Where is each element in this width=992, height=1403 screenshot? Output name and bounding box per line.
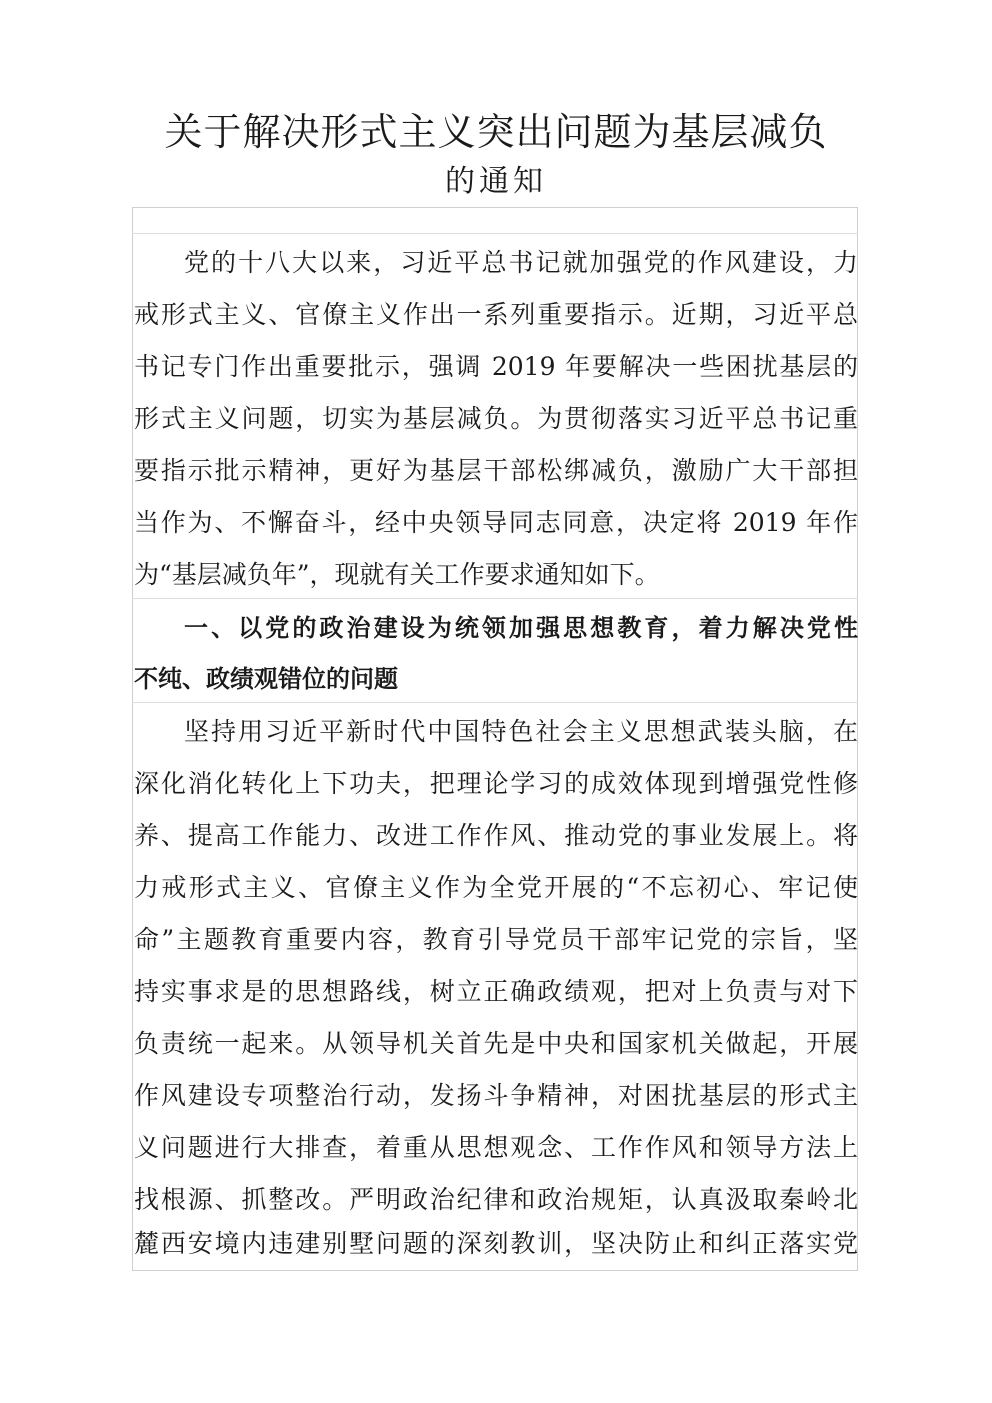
heading-line: 一、以党的政治建设为统领加强思想教育，着力解决党性 — [184, 614, 858, 642]
text-line: 麓西安境内违建别墅问题的深刻教训，坚决防止和纠正落实党 — [134, 1229, 858, 1258]
text-line: 命”主题教育重要内容，教育引导党员干部牢记党的宗旨，坚 — [134, 925, 858, 954]
text-line: 找根源、抓整改。严明政治纪律和政治规矩，认真汲取秦岭北 — [134, 1185, 858, 1214]
row-separator — [132, 233, 858, 234]
document-title-line1: 关于解决形式主义突出问题为基层减负 — [164, 110, 828, 154]
text-line: 形式主义问题，切实为基层减负。为贯彻落实习近平总书记重 — [134, 404, 858, 433]
text-line: 负责统一起来。从领导机关首先是中央和国家机关做起，开展 — [134, 1029, 858, 1058]
document-title-line2: 的通知 — [445, 164, 547, 199]
text-line: 坚持用习近平新时代中国特色社会主义思想武装头脑，在 — [184, 717, 858, 746]
text-line: 书记专门作出重要批示，强调 2019 年要解决一些困扰基层的 — [134, 352, 858, 381]
text-line: 当作为、不懈奋斗，经中央领导同志同意，决定将 2019 年作 — [134, 508, 858, 537]
heading-line: 不纯、政绩观错位的问题 — [134, 665, 398, 693]
text-line: 养、提高工作能力、改进工作作风、推动党的事业发展上。将 — [134, 821, 858, 850]
text-line: 为“基层减负年”，现就有关工作要求通知如下。 — [134, 560, 660, 589]
text-line: 要指示批示精神，更好为基层干部松绑减负，激励广大干部担 — [134, 456, 858, 485]
text-line: 深化消化转化上下功夫，把理论学习的成效体现到增强党性修 — [134, 769, 858, 798]
text-line: 力戒形式主义、官僚主义作为全党开展的“不忘初心、牢记使 — [134, 873, 858, 902]
text-line: 作风建设专项整治行动，发扬斗争精神，对困扰基层的形式主 — [134, 1081, 858, 1110]
text-line: 戒形式主义、官僚主义作出一系列重要指示。近期，习近平总 — [134, 300, 858, 329]
text-line: 党的十八大以来，习近平总书记就加强党的作风建设，力 — [184, 248, 858, 277]
text-line: 义问题进行大排查，着重从思想观念、工作作风和领导方法上 — [134, 1133, 858, 1162]
text-line: 持实事求是的思想路线，树立正确政绩观，把对上负责与对下 — [134, 977, 858, 1006]
